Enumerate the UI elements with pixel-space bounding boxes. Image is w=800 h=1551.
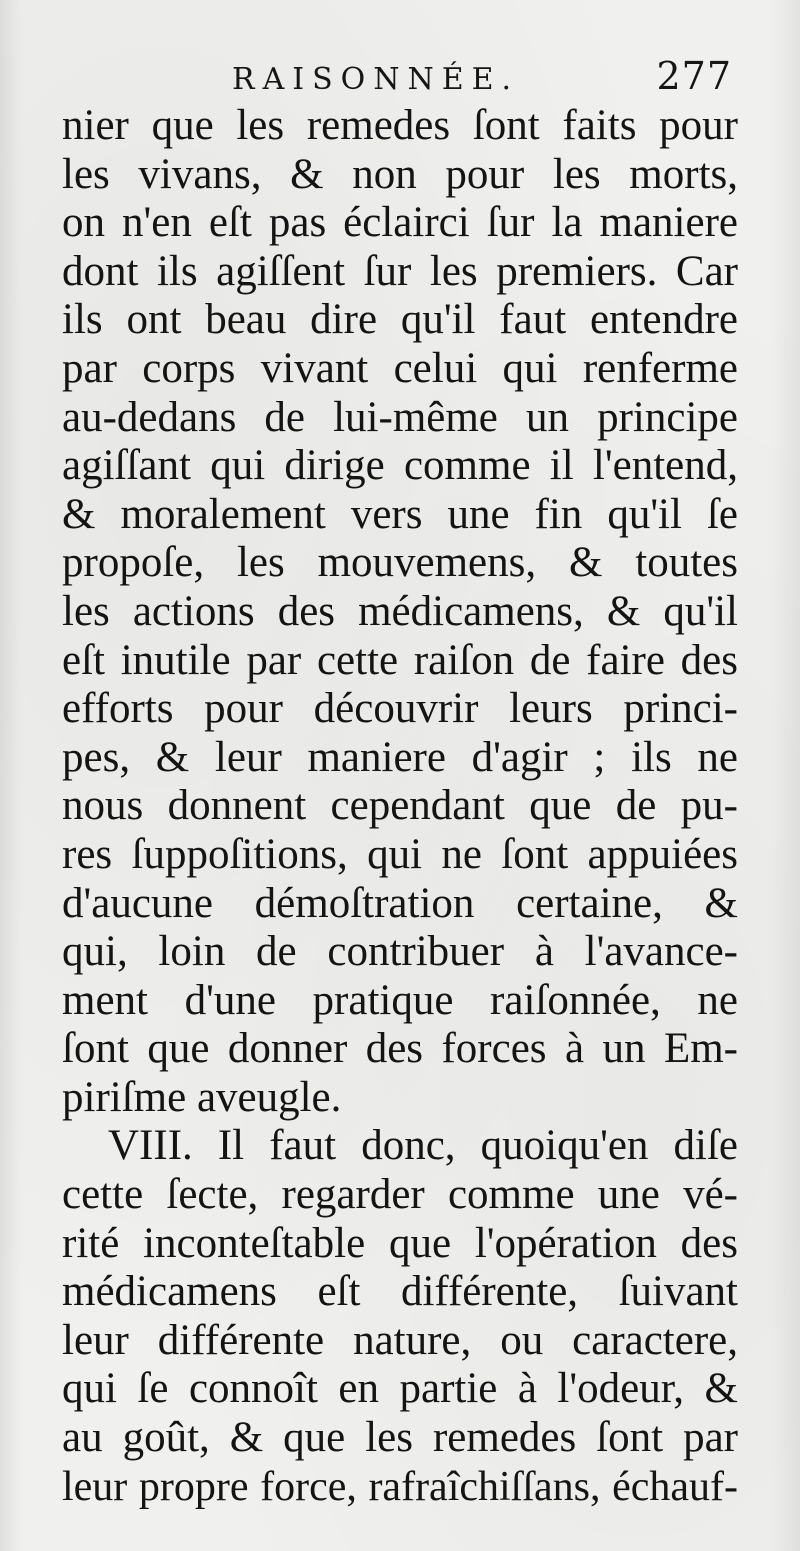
text-line: au-dedans de lui-même un principe	[62, 393, 738, 441]
text-line: nous donnent cependant que de pu-	[62, 782, 738, 830]
text-line: leur propre force, rafraîchiſſans, échauf-	[62, 1463, 738, 1510]
text-line: & moralement vers une fin qu'il ſe	[62, 490, 738, 538]
text-line: d'aucune démoſtration certaine, &	[62, 879, 738, 927]
running-head: RAISONNÉE.	[232, 62, 520, 97]
text-line: pes, & leur maniere d'agir ; ils ne	[62, 733, 738, 781]
text-line: ſont que donner des forces à un Em-	[62, 1025, 738, 1073]
text-line: nier que les remedes ſont faits pour	[62, 102, 738, 149]
page-number: 277	[656, 54, 732, 98]
text-line: agiſſant qui dirige comme il l'entend,	[62, 442, 738, 490]
text-line: les actions des médicamens, & qu'il	[62, 587, 738, 635]
text-line: qui ſe connoît en partie à l'odeur, &	[62, 1365, 738, 1413]
text-line: leur différente nature, ou caractere,	[62, 1316, 738, 1364]
text-line: on n'en eſt pas éclairci ſur la maniere	[62, 199, 738, 247]
text-line: par corps vivant celui qui renferme	[62, 344, 738, 392]
text-line: piriſme aveugle.	[62, 1073, 342, 1121]
text-line: eſt inutile par cette raiſon de faire des	[62, 636, 738, 684]
text-line-section-start: VIII. Il faut donc, quoiqu'en diſe	[108, 1122, 738, 1170]
text-line: efforts pour découvrir leurs princi-	[62, 685, 738, 733]
text-line: médicamens eſt différente, ſuivant	[62, 1268, 738, 1316]
text-line: res ſuppoſitions, qui ne ſont appuiées	[62, 830, 738, 878]
text-line: propoſe, les mouvemens, & toutes	[62, 539, 738, 587]
page-header	[62, 52, 738, 102]
body-text	[62, 102, 738, 1511]
text-line: ils ont beau dire qu'il faut entendre	[62, 296, 738, 344]
text-line: qui, loin de contribuer à l'avance-	[62, 928, 738, 976]
text-line: cette ſecte, regarder comme une vé-	[62, 1171, 738, 1219]
text-line: rité inconteſtable que l'opération des	[62, 1219, 738, 1267]
text-line: dont ils agiſſent ſur les premiers. Car	[62, 247, 738, 295]
text-line: au goût, & que les remedes ſont par	[62, 1414, 738, 1462]
text-line: les vivans, & non pour les morts,	[62, 150, 738, 198]
text-line: ment d'une pratique raiſonnée, ne	[62, 976, 738, 1024]
